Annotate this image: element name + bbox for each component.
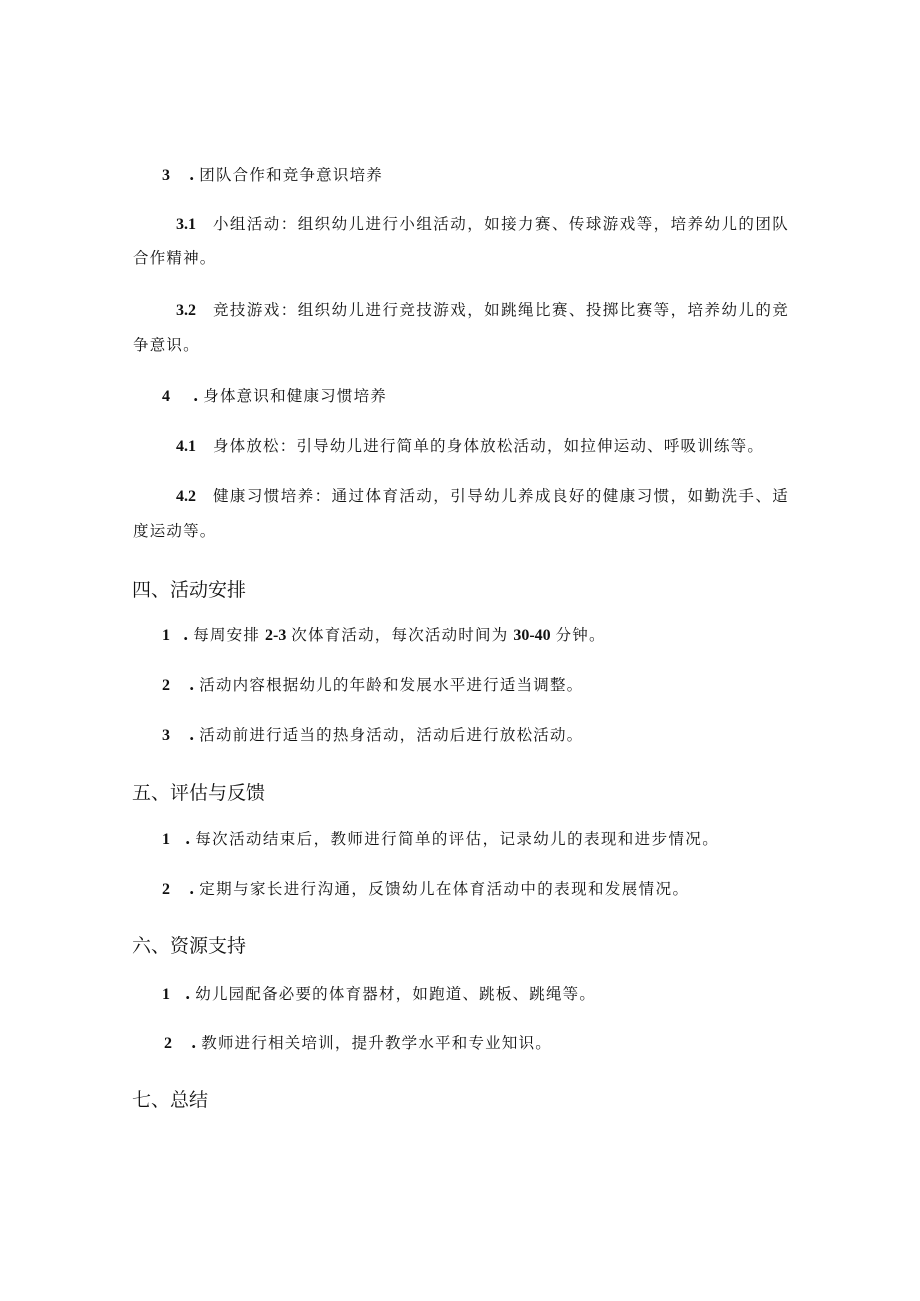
section-heading: 五、评估与反馈	[132, 782, 266, 804]
item-text: 度运动等。	[133, 522, 217, 540]
item-number: 1	[162, 831, 170, 848]
list-item-continuation	[133, 251, 217, 267]
section-heading: 七、总结	[132, 1089, 209, 1111]
item-text: 身体意识和健康习惯培养	[203, 387, 387, 405]
item-number: 3	[162, 167, 170, 184]
item-text: 幼儿园配备必要的体育器材，如跑道、跳板、跳绳等。	[195, 985, 597, 1003]
list-item	[164, 1035, 552, 1052]
item-number: 3.1	[176, 216, 196, 233]
item-text: 竞技游戏：组织幼儿进行竞技游戏，如跳绳比赛、投掷比赛等，培养幼儿的竞	[212, 301, 790, 319]
item-text: 定期与家长进行沟通，反馈幼儿在体育活动中的表现和发展情况。	[199, 880, 690, 898]
item-dot: .	[188, 725, 195, 744]
section-heading: 四、活动安排	[132, 579, 247, 601]
list-item	[162, 986, 596, 1003]
item-dot: .	[184, 984, 191, 1003]
item-text: 争意识。	[133, 336, 200, 354]
item-number: 3	[162, 727, 170, 744]
item-number: 2	[162, 881, 170, 898]
list-item	[176, 489, 789, 505]
item-text: 每周安排	[193, 626, 261, 644]
item-text: 合作精神。	[133, 249, 217, 267]
item-text: 活动内容根据幼儿的年龄和发展水平进行适当调整。	[199, 676, 584, 694]
item-text: 每次活动结束后，教师进行简单的评估，记录幼儿的表现和进步情况。	[195, 830, 720, 848]
item-number: 2	[162, 677, 170, 694]
list-item	[162, 167, 383, 184]
list-item	[162, 677, 583, 694]
list-item	[176, 439, 764, 455]
list-item	[162, 831, 719, 848]
item-bold-value: 2-3	[265, 627, 287, 644]
item-text: 次体育活动，每次活动时间为	[291, 626, 509, 644]
item-text: 分钟。	[555, 626, 606, 644]
list-item	[176, 303, 789, 319]
item-text: 健康习惯培养：通过体育活动，引导幼儿养成良好的健康习惯，如勤洗手、适	[212, 487, 790, 505]
list-item-continuation	[133, 524, 217, 540]
list-item	[162, 627, 606, 644]
item-dot: .	[192, 386, 199, 405]
item-dot: .	[188, 675, 195, 694]
item-text: 团队合作和竞争意识培养	[199, 166, 383, 184]
list-item	[162, 881, 689, 898]
item-text: 小组活动：组织幼儿进行小组活动，如接力赛、传球游戏等，培养幼儿的团队	[212, 215, 790, 233]
list-item	[176, 217, 789, 233]
list-item	[162, 388, 387, 405]
item-bold-value: 30-40	[513, 627, 551, 644]
list-item	[162, 727, 583, 744]
item-number: 1	[162, 627, 170, 644]
item-number: 1	[162, 986, 170, 1003]
list-item-continuation	[133, 338, 200, 354]
item-number: 4.2	[176, 488, 196, 505]
item-text: 活动前进行适当的热身活动，活动后进行放松活动。	[199, 726, 584, 744]
item-dot: .	[182, 625, 189, 644]
item-number: 4.1	[176, 438, 196, 455]
item-text: 身体放松：引导幼儿进行简单的身体放松活动，如拉伸运动、呼吸训练等。	[212, 437, 765, 455]
item-number: 3.2	[176, 302, 196, 319]
item-dot: .	[188, 165, 195, 184]
item-dot: .	[188, 879, 195, 898]
item-text: 教师进行相关培训，提升教学水平和专业知识。	[201, 1034, 552, 1052]
item-number: 2	[164, 1035, 172, 1052]
item-number: 4	[162, 388, 170, 405]
item-dot: .	[190, 1033, 197, 1052]
item-dot: .	[184, 829, 191, 848]
section-heading: 六、资源支持	[132, 935, 247, 957]
